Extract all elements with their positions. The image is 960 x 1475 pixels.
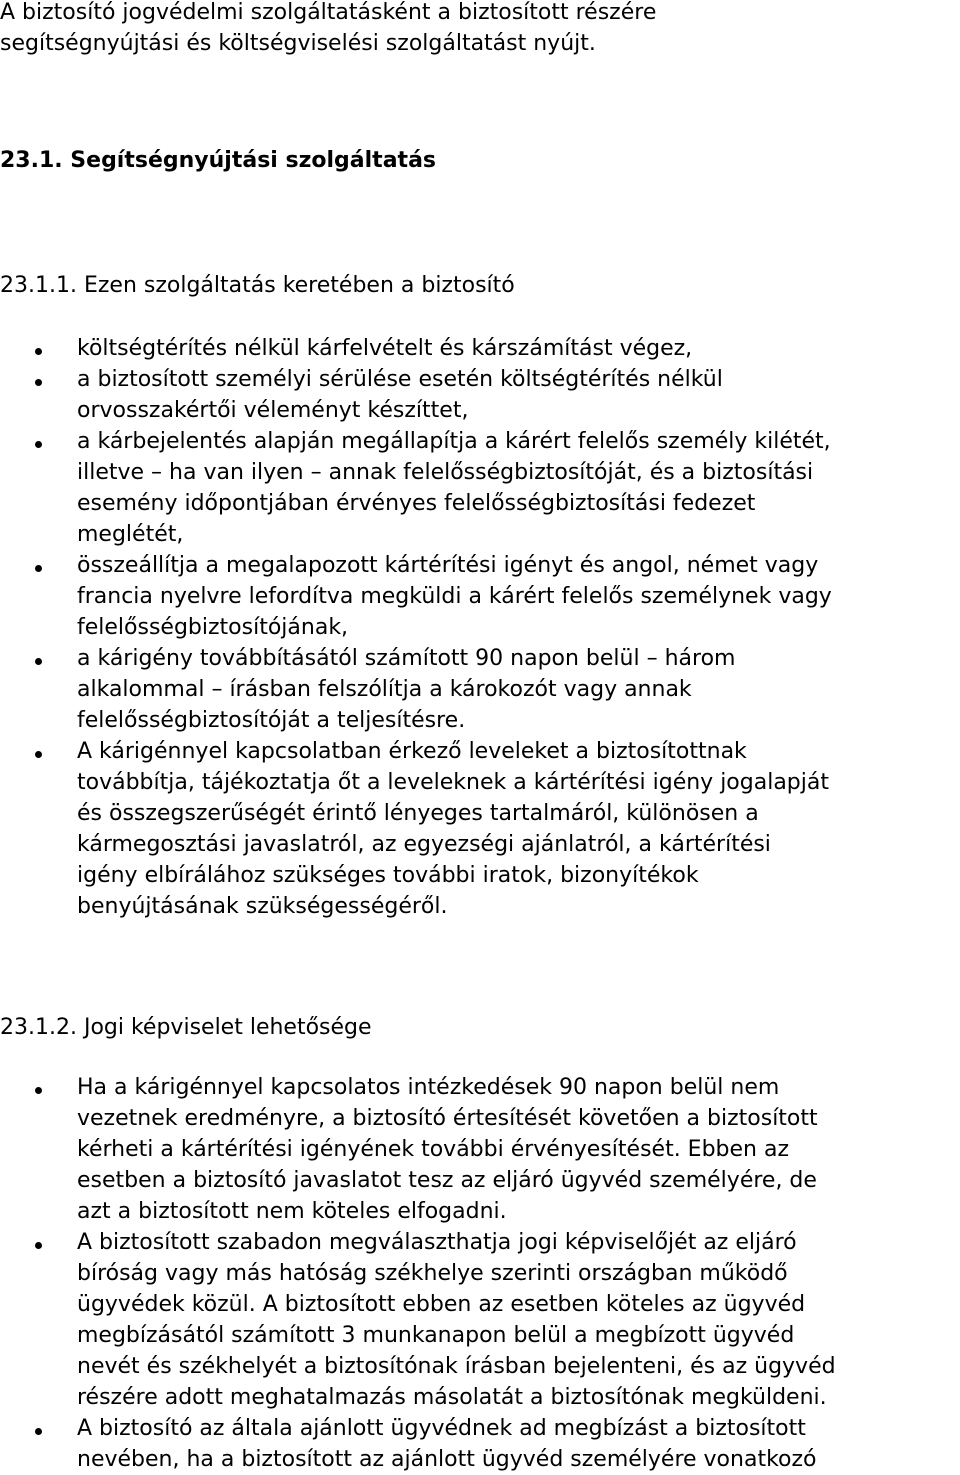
list-item-line: benyújtásának szükségességéről.	[77, 894, 448, 919]
list-item-line: költségtérítés nélkül kárfelvételt és kárszámítást végez,	[77, 336, 693, 361]
list-item-line: a kárbejelentés alapján megállapítja a kárért felelős személy kilétét,	[77, 429, 831, 454]
intro-line-1: A biztosító jogvédelmi szolgáltatásként a biztosított részére	[0, 0, 657, 25]
list-item-line: francia nyelvre lefordítva megküldi a kárért felelős személynek vagy	[77, 584, 832, 609]
list-item-line: nevét és székhelyét a biztosítónak írásban bejelenteni, és az ügyvéd	[77, 1354, 836, 1379]
bullet-icon	[35, 1087, 42, 1094]
list-item-line: illetve – ha van ilyen – annak felelősségbiztosítóját, és a biztosítási	[77, 460, 814, 485]
bullet-icon	[35, 751, 42, 758]
list-item-line: összeállítja a megalapozott kártérítési igényt és angol, német vagy	[77, 553, 819, 578]
list-item-line: a kárigény továbbításától számított 90 napon belül – három	[77, 646, 736, 671]
section-heading-23-1-1: 23.1.1. Ezen szolgáltatás keretében a biztosító	[0, 273, 515, 298]
bullet-icon	[35, 441, 42, 448]
list-item-line: nevében, ha a biztosított az ajánlott ügyvéd személyére vonatkozó	[77, 1447, 817, 1472]
bullet-icon	[35, 1428, 42, 1435]
bullet-icon	[35, 658, 42, 665]
list-item-line: alkalommal – írásban felszólítja a károkozót vagy annak	[77, 677, 692, 702]
list-item-line: bíróság vagy más hatóság székhelye szerinti országban működő	[77, 1261, 788, 1286]
list-item-line: és összegszerűségét érintő lényeges tartalmáról, különösen a	[77, 801, 759, 826]
list-item-line: felelősségbiztosítójának,	[77, 615, 349, 640]
list-item-line: orvosszakértői véleményt készíttet,	[77, 398, 469, 423]
list-item-line: igény elbírálához szükséges további iratok, bizonyítékok	[77, 863, 699, 888]
intro-line-2: segítségnyújtási és költségviselési szolgáltatást nyújt.	[0, 31, 596, 56]
list-item-line: esemény időpontjában érvényes felelősségbiztosítási fedezet	[77, 491, 756, 516]
list-item-line: megbízásától számított 3 munkanapon belül a megbízott ügyvéd	[77, 1323, 795, 1348]
list-item-line: esetben a biztosító javaslatot tesz az eljáró ügyvéd személyére, de	[77, 1168, 817, 1193]
list-item-line: ügyvédek közül. A biztosított ebben az esetben köteles az ügyvéd	[77, 1292, 806, 1317]
list-item-line: kármegosztási javaslatról, az egyezségi ajánlatról, a kártérítési	[77, 832, 771, 857]
list-item-line: továbbítja, tájékoztatja őt a leveleknek a kártérítési igény jogalapját	[77, 770, 829, 795]
bullet-icon	[35, 1242, 42, 1249]
bullet-icon	[35, 379, 42, 386]
list-item-line: a biztosított személyi sérülése esetén költségtérítés nélkül	[77, 367, 723, 392]
section-heading-23-1-2: 23.1.2. Jogi képviselet lehetősége	[0, 1015, 372, 1040]
bullet-icon	[35, 348, 42, 355]
bullet-icon	[35, 565, 42, 572]
list-item-line: Ha a kárigénnyel kapcsolatos intézkedések 90 napon belül nem	[77, 1075, 780, 1100]
list-item-line: kérheti a kártérítési igényének további érvényesítését. Ebben az	[77, 1137, 790, 1162]
list-item-line: vezetnek eredményre, a biztosító értesítését követően a biztosított	[77, 1106, 818, 1131]
list-item-line: A kárigénnyel kapcsolatban érkező leveleket a biztosítottnak	[77, 739, 747, 764]
list-item-line: A biztosított szabadon megválaszthatja jogi képviselőjét az eljáró	[77, 1230, 797, 1255]
section-heading-23-1: 23.1. Segítségnyújtási szolgáltatás	[0, 148, 437, 173]
list-item-line: meglétét,	[77, 522, 184, 547]
list-item-line: felelősségbiztosítóját a teljesítésre.	[77, 708, 466, 733]
list-item-line: A biztosító az általa ajánlott ügyvédnek ad megbízást a biztosított	[77, 1416, 806, 1441]
list-item-line: részére adott meghatalmazás másolatát a biztosítónak megküldeni.	[77, 1385, 827, 1410]
list-item-line: azt a biztosított nem köteles elfogadni.	[77, 1199, 507, 1224]
